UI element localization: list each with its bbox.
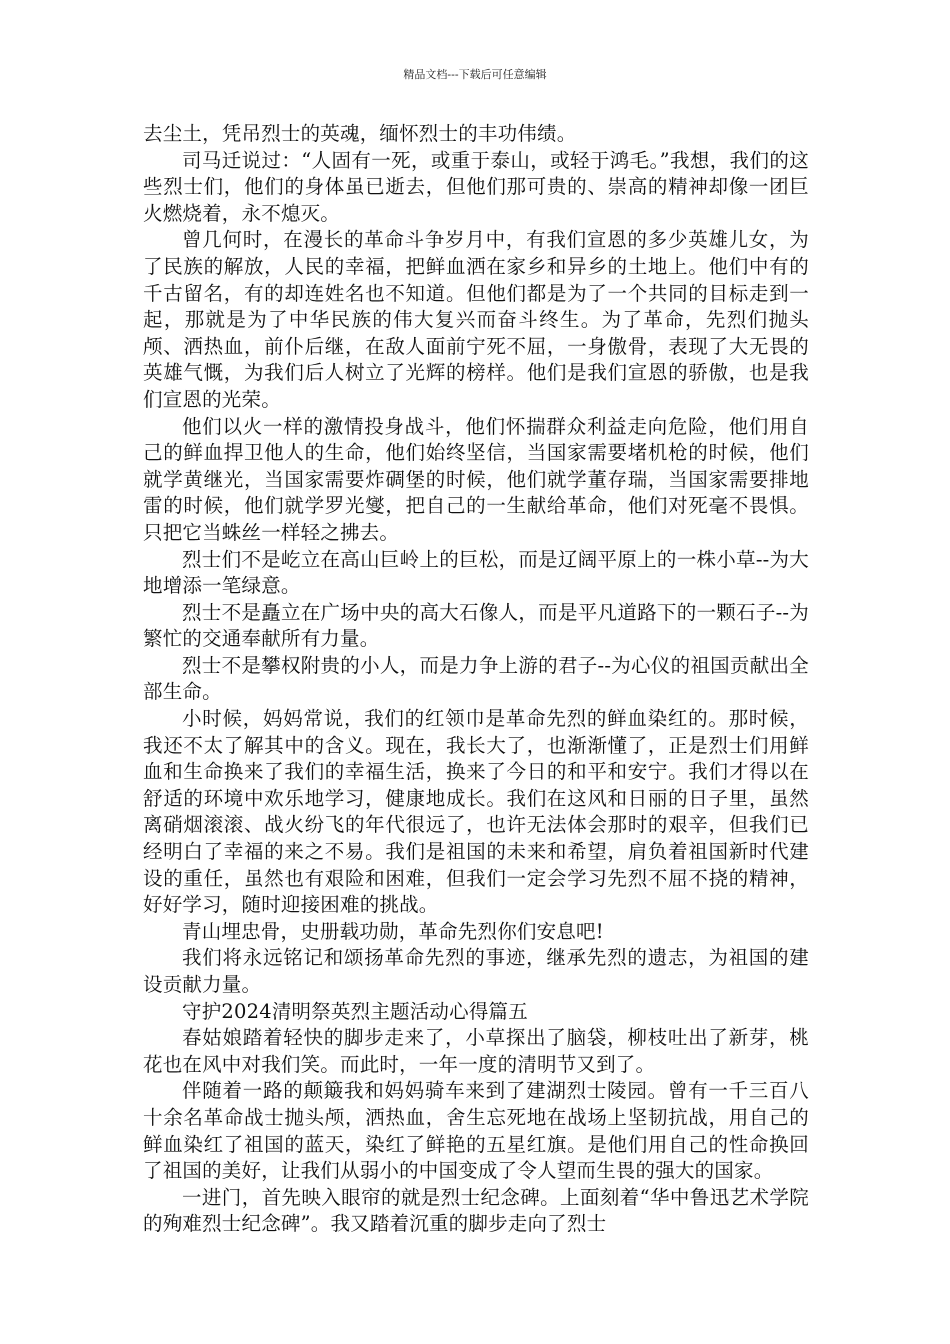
paragraph: 司马迁说过：“人固有一死，或重于泰山，或轻于鸿毛。”我想，我们的这些烈士们，他们的身体虽已逝去，但他们那可贵的、崇高的精神却像一团巨火燃烧着，永不熄灭。 [143, 148, 809, 225]
paragraph: 伴随着一路的颠簸我和妈妈骑车来到了建湖烈士陵园。曾有一千三百八十余名革命战士抛头颅，洒热血，舍生忘死地在战场上坚韧抗战，用自己的鲜血染红了祖国的蓝天，染红了鲜艳的五星红旗。是他们用自己的性命换回了祖国的美好，让我们从弱小的中国变成了令人望而生畏的强大的国家。 [143, 1079, 809, 1183]
paragraph: 春姑娘踏着轻快的脚步走来了，小草探出了脑袋，柳枝吐出了新芽，桃花也在风中对我们笑。而此时，一年一度的清明节又到了。 [143, 1026, 809, 1076]
paragraph: 烈士不是攀权附贵的小人，而是力争上游的君子--为心仪的祖国贡献出全部生命。 [143, 653, 809, 704]
paragraph: 一进门，首先映入眼帘的就是烈士纪念碑。上面刻着“华中鲁迅艺术学院的殉难烈士纪念碑”。我又踏着沉重的脚步走向了烈士 [143, 1185, 809, 1236]
paragraph: 烈士不是矗立在广场中央的高大石像人，而是平凡道路下的一颗石子--为繁忙的交通奉献所有力量。 [143, 600, 809, 651]
paragraph: 烈士们不是屹立在高山巨岭上的巨松，而是辽阔平原上的一株小草--为大地增添一笔绿意。 [143, 547, 809, 598]
paragraph: 小时候，妈妈常说，我们的红领巾是革命先烈的鲜血染红的。那时候，我还不太了解其中的含义。现在，我长大了，也渐渐懂了，正是烈士们用鲜血和生命换来了我们的幸福生活，换来了今日的和平和安宁。我们才得以在舒适的环境中欢乐地学习，健康地成长。我们在这风和日丽的日子里，虽然离硝烟滚滚、战火纷飞的年代很远了，也许无法体会那时的艰辛，但我们已经明白了幸福的来之不易。我们是祖国的未来和希望，肩负着祖国新时代建设的重任，虽然也有艰险和困难，但我们一定会学习先烈不屈不挠的精神，好好学习，随时迎接困难的挑战。 [143, 707, 809, 917]
paragraph: 他们以火一样的激情投身战斗，他们怀揣群众利益走向危险，他们用自己的鲜血捍卫他人的生命，他们始终坚信，当国家需要堵机枪的时候，他们就学黄继光，当国家需要炸碉堡的时候，他们就学董存瑞，当国家需要排地雷的时候，他们就学罗光燮，把自己的一生献给革命，他们对死毫不畏惧。只把它当蛛丝一样轻之拂去。 [143, 414, 809, 544]
paragraph: 去尘土，凭吊烈士的英魂，缅怀烈士的丰功伟绩。 [143, 122, 577, 145]
paragraph: 青山埋忠骨，史册载功勋，革命先烈你们安息吧! [182, 919, 604, 943]
page-header: 精品文档---下载后可任意编辑 [403, 68, 547, 81]
document-body [143, 121, 809, 1238]
paragraph: 曾几何时，在漫长的革命斗争岁月中，有我们宣恩的多少英雄儿女，为了民族的解放，人民的幸福，把鲜血洒在家乡和异乡的土地上。他们中有的千古留名，有的却连姓名也不知道。但他们都是为了一个共同的目标走到一起，那就是为了中华民族的伟大复兴而奋斗终生。为了革命，先烈们抛头颅、洒热血，前仆后继，在敌人面前宁死不屈，一身傲骨，表现了大无畏的英雄气慨，为我们后人树立了光辉的榜样。他们是我们宣恩的骄傲，也是我们宣恩的光荣。 [143, 228, 809, 411]
paragraph: 我们将永远铭记和颂扬革命先烈的事迹，继承先烈的遗志，为祖国的建设贡献力量。 [143, 946, 809, 996]
section-heading: 守护2024清明祭英烈主题活动心得篇五 [182, 999, 528, 1023]
